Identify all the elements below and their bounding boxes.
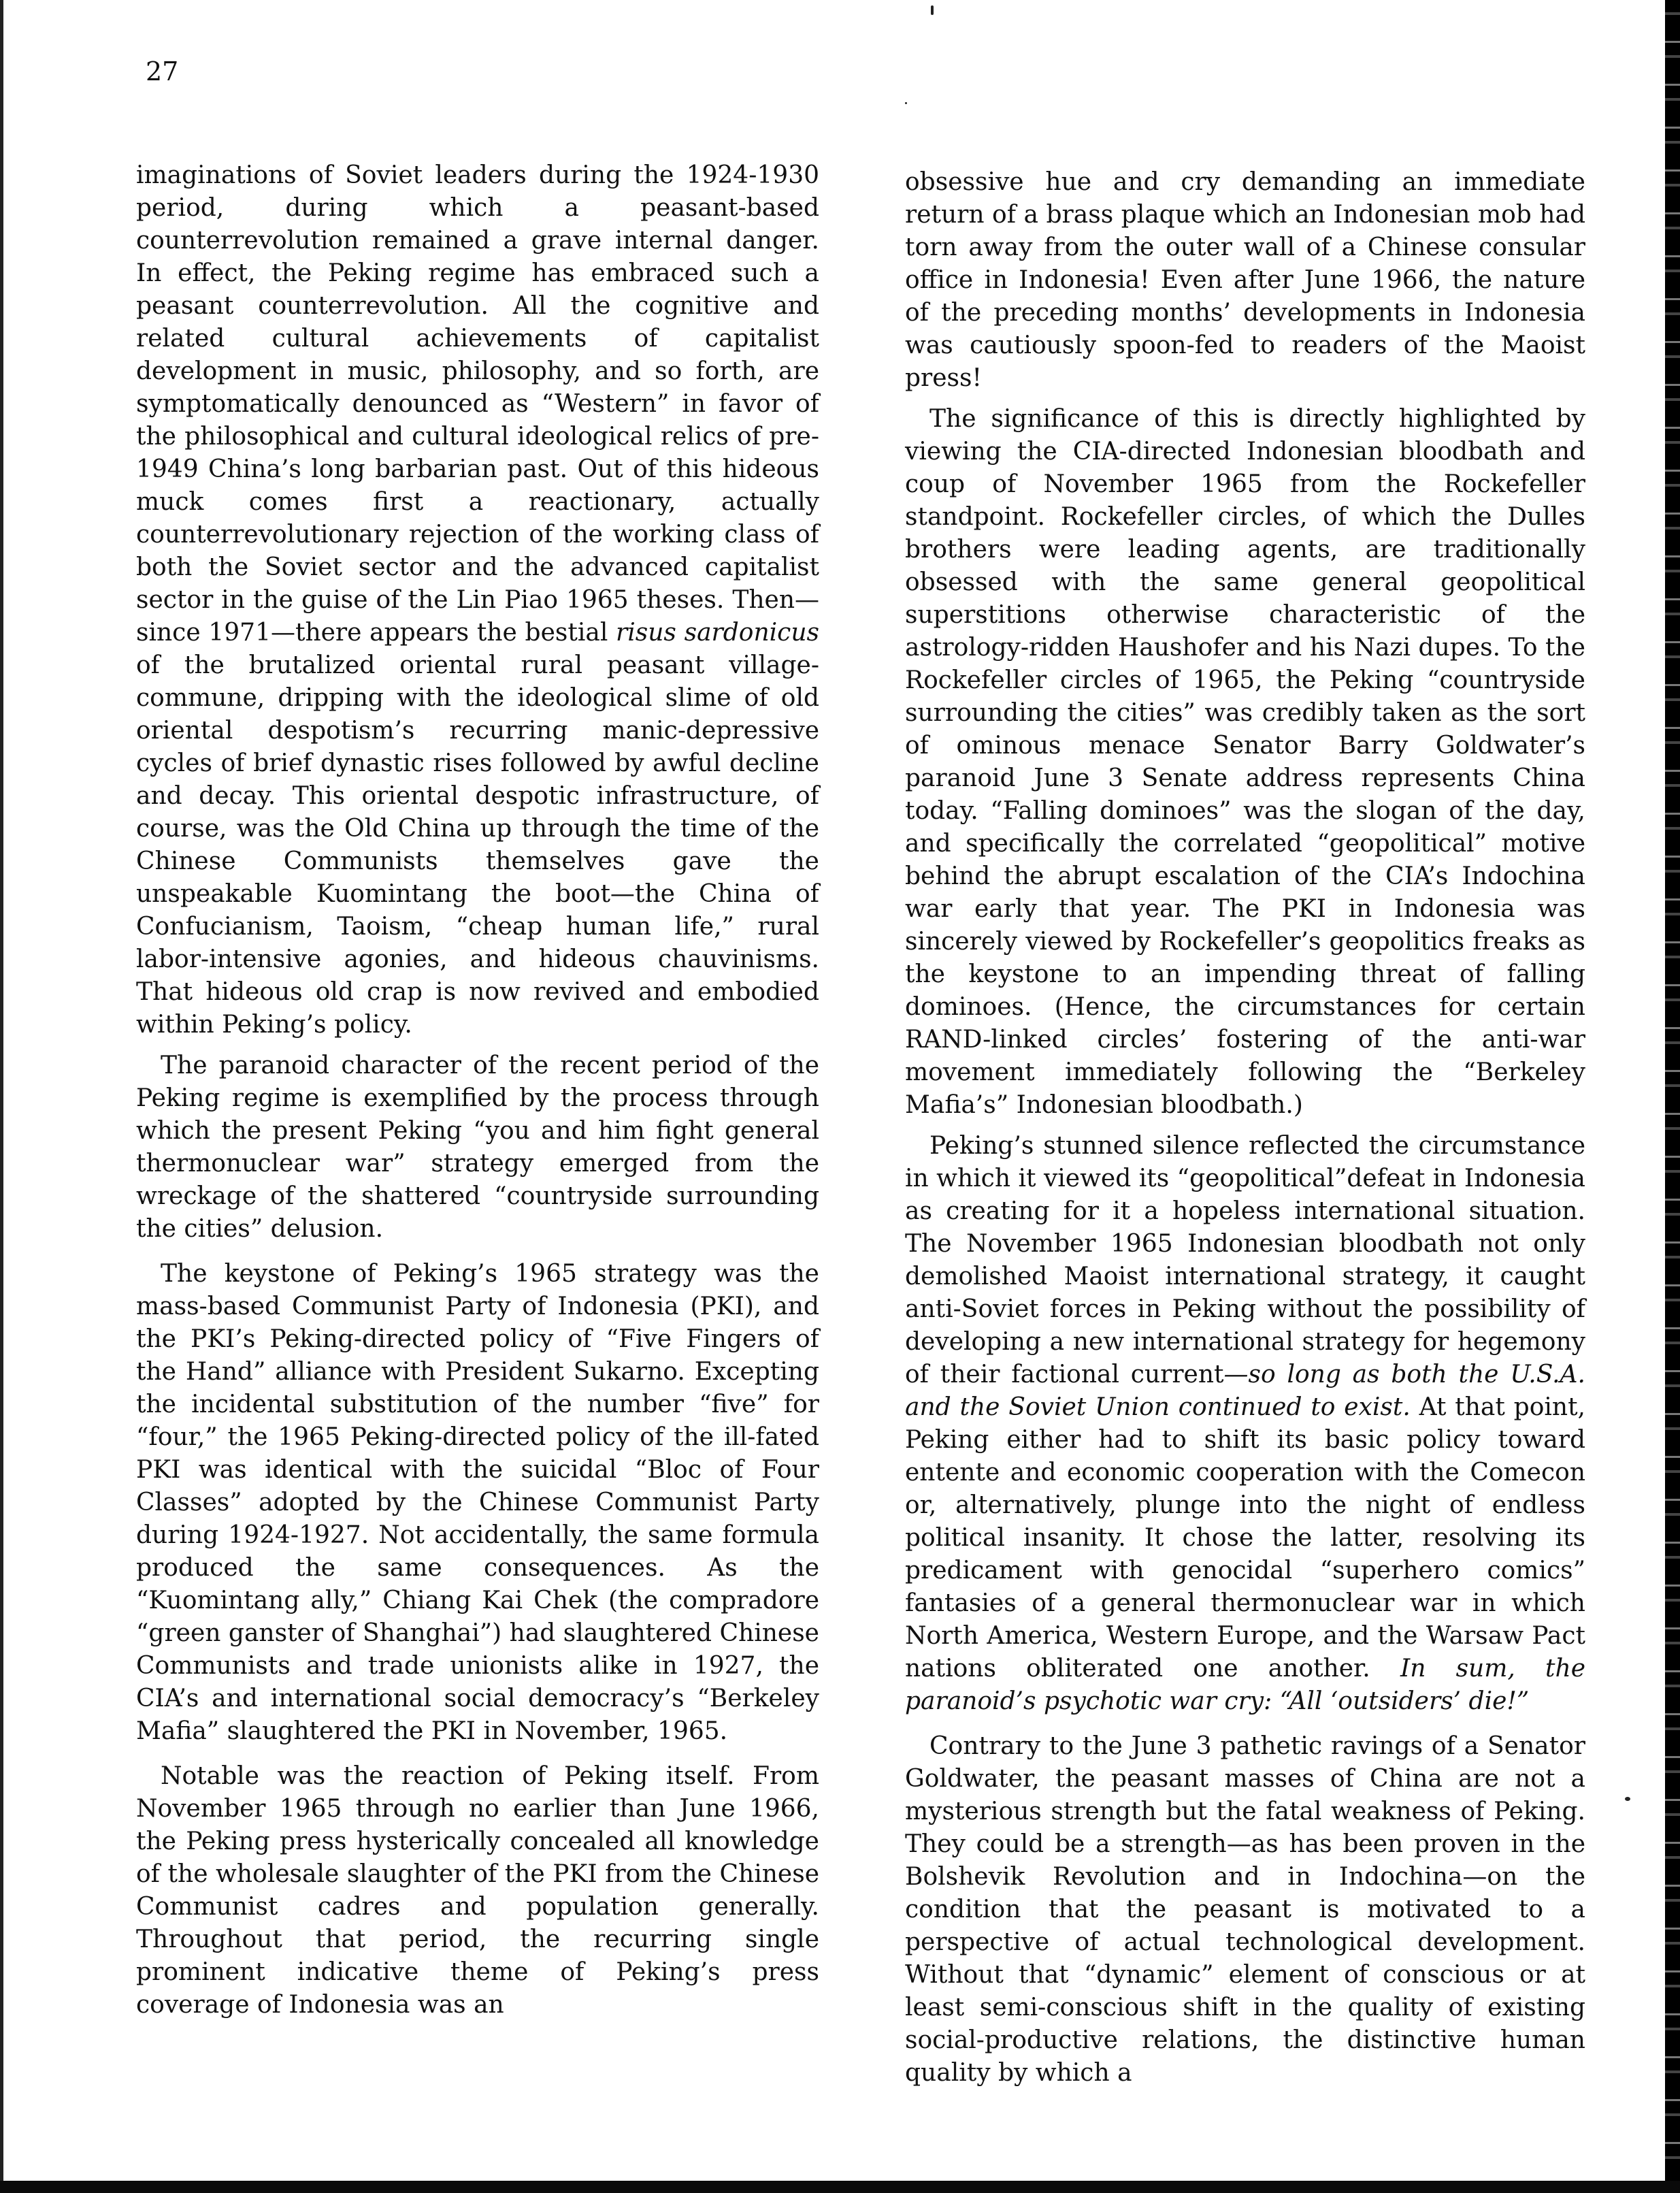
text-run: Notable was the reaction of Peking itself. From November 1965 through no earlier than June 1966, the Peking press hysterically concealed all knowledge of the wholesale slaughter of the PKI from the Chinese Communist cadres and population generally. Throughout that period, the recurring single prominent indicative theme of Peking’s press coverage of Indonesia was an (136, 1762, 819, 2019)
text-run: At that point, Peking either had to shift its basic policy toward entente and economic cooperation with the Comecon or, alternatively, plunge into the night of endless political insanity. It chose the latter, resolving its predicament with genocidal “superhero comics” fantasies of a general thermonuclear war in which North America, Western Europe, and the Warsaw Pact nations obliterated one another. (905, 1393, 1585, 1683)
scan-edge-left (0, 0, 3, 2193)
scan-speck (905, 102, 907, 104)
text-run: Contrary to the June 3 pathetic ravings of a Senator Goldwater, the peasant masses of China are not a mysterious strength but the fatal weakness of Peking. They could be a strength—as has been proven in the Bolshevik Revolution and in Indochina—on the condition that the peasant is motivated to a perspective of actual technological development. Without that “dynamic” element of conscious or at least semi-conscious shift in the quality of existing social-productive relations, the distinctive human quality by which a (905, 1732, 1585, 2087)
text-run: Peking’s stunned silence reflected the circumstance in which it viewed its “geopolitical”defeat in Indonesia as creating for it a hopeless international situation. The November 1965 Indonesian bloodbath not only demolished Maoist international strategy, it caught anti-Soviet forces in Peking without the possibility of developing a new international strategy for hegemony of their factional current (905, 1132, 1585, 1388)
scan-speck (931, 5, 934, 15)
page-number: 27 (146, 56, 179, 86)
italic-text-run: In sum, the paranoid’s psychotic war cry: “All ‘outsiders’ die!” (905, 1655, 1585, 1715)
right-column (905, 166, 1585, 2098)
text-run: The significance of this is directly highlighted by viewing the CIA-directed Indonesian bloodbath and coup of November 1965 from the Rockefeller standpoint. Rockefeller circles, of which the Dulles brothers were leading agents, are traditionally obsessed with the same general geopolitical superstitions otherwise characteristic of the astrology-ridden Haushofer and his Nazi dupes. To the Rockefeller circles of 1965, the Peking “countryside surrounding the cities” was credibly taken as the sort of ominous menace Senator Barry Goldwater’s paranoid June 3 Senate address represents China today. “Falling dominoes” was the slogan of the day, and specifically the correlated “geopolitical” motive behind the abrupt escalation of the CIA’s Indochina war early that year. The PKI in Indonesia was sincerely viewed by Rockefeller’s geopolitics freaks as the keystone to an impending threat of falling dominoes. (Hence, the circumstances for certain RAND-linked circles’ fostering of the anti-war movement immediately following the “Berkeley Mafia’s” Indonesian bloodbath.) (905, 405, 1585, 1119)
right-paragraph-3 (905, 1130, 1585, 1718)
text-run: imaginations of Soviet leaders during the 1924-1930 period, during which a peasant-based counterrevolution remained a grave internal danger. In effect, the Peking regime has embraced such a peasant counterrevolution. All the cognitive and related cultural achievements of capitalist development in music, philosophy, and so forth, are symptomatically denounced as “Western” in favor of the philosophical and cultural ideological relics of pre-1949 China’s long barbarian past. Out of this hideous muck comes first a reactionary, actually counterrevolutionary rejection of the working class of both the Soviet sector and the advanced capitalist sector in the guise of the Lin Piao 1965 theses. Then—since 1971—there appears the bestial (136, 161, 819, 647)
text-run: of the brutalized oriental rural peasant village-commune, dripping with the ideological slime of old oriental despotism’s recurring manic-depressive cycles of brief dynastic rises followed by awful decline and decay. This oriental despotic infrastructure, of course, was the Old China up through the time of the Chinese Communists themselves gave the unspeakable Kuomintang the boot—the China of Confucianism, Taoism, “cheap human life,” rural labor-intensive agonies, and hideous chauvinisms. That hideous old crap is now revived and embodied within Peking’s policy. (136, 651, 819, 1039)
right-paragraph-4 (905, 1730, 1585, 2090)
left-column (136, 159, 819, 2030)
left-paragraph-3 (136, 1258, 819, 1748)
scan-speck (1625, 1797, 1630, 1801)
text-run: obsessive hue and cry demanding an immediate return of a brass plaque which an Indonesian mob had torn away from the outer wall of a Chinese consular office in Indonesia! Even after June 1966, the nature of the preceding months’ developments in Indonesia was cautiously spoon-fed to readers of the Maoist press! (905, 168, 1585, 392)
scan-edge-right (1665, 0, 1680, 2193)
scan-edge-bottom (0, 2181, 1680, 2193)
italic-text-run: risus sardonicus (616, 619, 820, 647)
italic-text-run: —so long as both the U.S.A. and the Soviet Union continued to exist. (905, 1361, 1585, 1421)
left-paragraph-2 (136, 1050, 819, 1246)
right-paragraph-2 (905, 403, 1585, 1122)
text-run: The paranoid character of the recent period of the Peking regime is exemplified by the process through which the present Peking “you and him fight general thermonuclear war” strategy emerged from the wreckage of the shattered “countryside surrounding the cities” delusion. (136, 1052, 819, 1243)
left-paragraph-1 (136, 159, 819, 1041)
text-run: The keystone of Peking’s 1965 strategy was the mass-based Communist Party of Indonesia (PKI), and the PKI’s Peking-directed policy of “Five Fingers of the Hand” alliance with President Sukarno. Excepting the incidental substitution of the number “five” for “four,” the 1965 Peking-directed policy of the ill-fated PKI was identical with the suicidal “Bloc of Four Classes” adopted by the Chinese Communist Party during 1924-1927. Not accidentally, the same formula produced the same consequences. As the “Kuomintang ally,” Chiang Kai Chek (the compradore “green ganster of Shanghai”) had slaughtered Chinese Communists and trade unionists alike in 1927, the CIA’s and international social democracy’s “Berkeley Mafia” slaughtered the PKI in November, 1965. (136, 1260, 819, 1745)
left-paragraph-4 (136, 1760, 819, 2021)
right-paragraph-1 (905, 166, 1585, 395)
